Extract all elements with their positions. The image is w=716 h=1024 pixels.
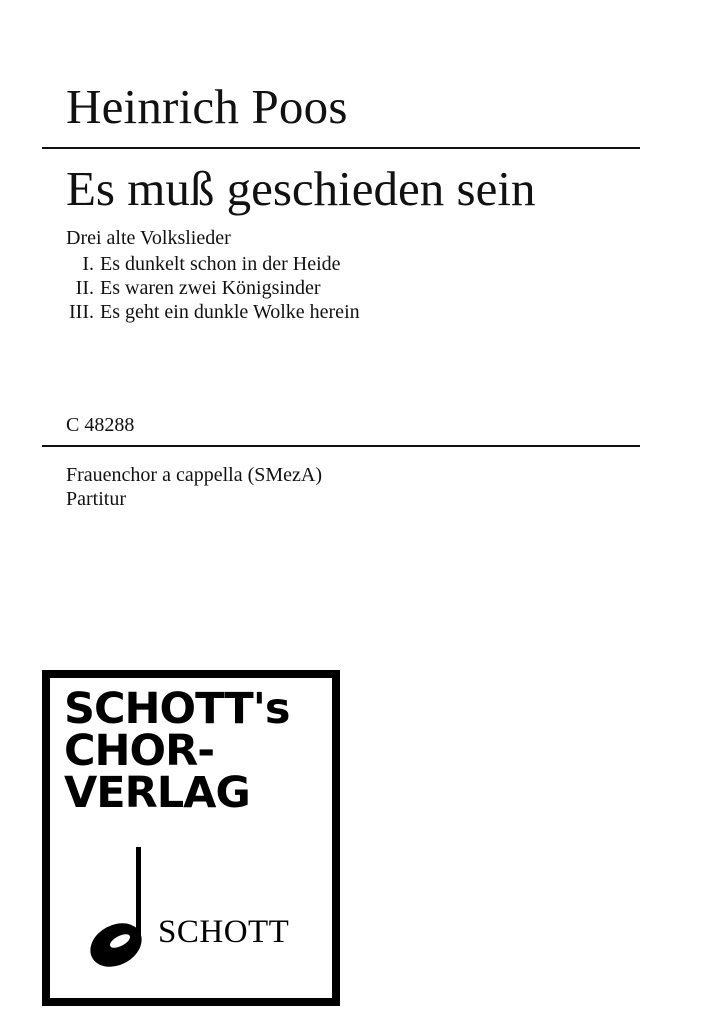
- song-title: Es waren zwei Königsinder: [100, 277, 321, 299]
- song-item: [66, 300, 360, 324]
- publisher-logo: [42, 670, 340, 1006]
- work-title: Es muß geschieden sein: [66, 161, 536, 216]
- series-line: CHOR-: [64, 726, 215, 776]
- middle-divider: [42, 445, 640, 447]
- music-note-icon: [80, 843, 170, 973]
- publisher-name: SCHOTT: [158, 914, 290, 950]
- composer-name: Heinrich Poos: [66, 79, 348, 134]
- publisher-logo-inner: [50, 678, 332, 998]
- series-name: [64, 684, 290, 818]
- song-item: [66, 276, 360, 300]
- scoring-line: Frauenchor a cappella (SMezA): [66, 464, 322, 486]
- song-number: III.: [69, 301, 94, 323]
- song-title: Es geht ein dunkle Wolke herein: [100, 301, 360, 323]
- song-number: II.: [75, 277, 94, 299]
- song-number: I.: [82, 253, 94, 275]
- series-line: SCHOTT's: [64, 684, 290, 734]
- scoring-info: [66, 463, 322, 511]
- catalog-number: C 48288: [66, 414, 135, 436]
- work-subtitle: Drei alte Volkslieder: [66, 227, 231, 249]
- top-divider: [42, 147, 640, 149]
- song-title: Es dunkelt schon in der Heide: [100, 253, 341, 275]
- series-line: VERLAG: [64, 768, 250, 818]
- edition-line: Partitur: [66, 488, 126, 510]
- song-item: [66, 252, 360, 276]
- song-list: [66, 252, 360, 324]
